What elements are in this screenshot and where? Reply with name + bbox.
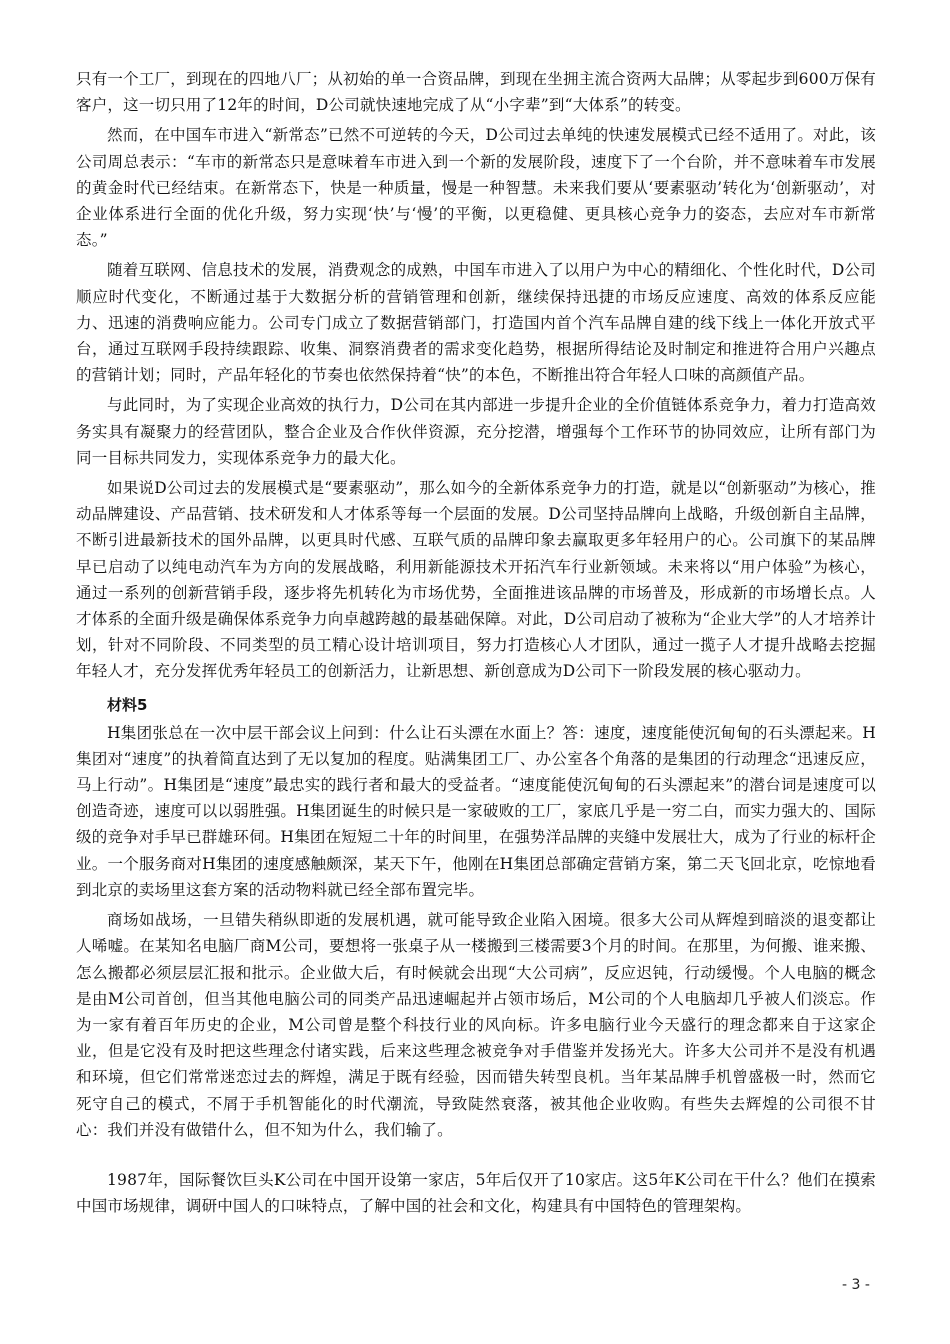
paragraph-continuation: 只有一个工厂，到现在的四地八厂；从初始的单一合资品牌，到现在坐拥主流合资两大品牌；从零起步到600万保有客户，这一切只用了12年的时间，D公司就快速地完成了从“小字辈”到“大体系”的转变。	[76, 70, 876, 115]
paragraph-k-company: 1987年，国际餐饮巨头K公司在中国开设第一家店，5年后仅开了10家店。这5年K公司在干什么？他们在摸索中国市场规律，调研中国人的口味特点，了解中国的社会和文化，构建具有中国特色的管理架构。	[76, 1170, 876, 1216]
page-number: - 3 -	[842, 1277, 870, 1293]
paragraph-innovation-driven: 如果说D公司过去的发展模式是“要素驱动”，那么如今的全新体系竞争力的打造，就是以“创新驱动”为核心，推动品牌建设、产品营销、技术研发和人才体系等每一个层面的发展。D公司坚持品牌向上战略，升级创新自主品牌，不断引进最新技术的国外品牌，以更具时代感、互联气质的品牌印象去赢取更多年轻用户的心。公司旗下的某品牌早已启动了以纯电动汽车为方向的发展战略，利用新能源技术开拓汽车行业新领域。未来将以“用户体验”为核心，通过一系列的创新营销手段，逐步将先机转化为市场优势，全面推进该品牌的市场普及，形成新的市场增长点。人才体系的全面升级是确保体系竞争力向卓越跨越的最基础保障。对此，D公司启动了被称为“企业大学”的人才培养计划，针对不同阶段、不同类型的员工精心设计培训项目，努力打造核心人才团队，通过一揽子人才提升战略去挖掘年轻人才，充分发挥优秀年轻员工的创新活力，让新思想、新创意成为D公司下一阶段发展的核心驱动力。	[76, 479, 876, 681]
paragraph-new-normal: 然而，在中国车市进入“新常态”已然不可逆转的今天，D公司过去单纯的快速发展模式已经不适用了。对此，该公司周总表示：“车市的新常态只是意味着车市进入到一个新的发展阶段，速度下了一个台阶，并不意味着车市发展的黄金时代已经结束。在新常态下，快是一种质量，慢是一种智慧。未来我们要从‘要素驱动’转化为‘创新驱动’，对企业体系进行全面的优化升级，努力实现‘快’与‘慢’的平衡，以更稳健、更具核心竞争力的姿态，去应对车市新常态。”	[76, 126, 876, 250]
paragraph-internet-marketing: 随着互联网、信息技术的发展，消费观念的成熟，中国车市进入了以用户为中心的精细化、个性化时代，D公司顺应时代变化，不断通过基于大数据分析的营销管理和创新，继续保持迅捷的市场反应速度、高效的体系反应能力、迅速的消费响应能力。公司专门成立了数据营销部门，打造国内首个汽车品牌自建的线下线上一体化开放式平台，通过互联网手段持续跟踪、收集、洞察消费者的需求变化趋势，根据所得结论及时制定和推进符合用户兴趣点的营销计划；同时，产品年轻化的节奏也依然保持着“快”的本色，不断推出符合年轻人口味的高颜值产品。	[76, 261, 876, 385]
paragraph-big-company-disease: 商场如战场，一旦错失稍纵即逝的发展机遇，就可能导致企业陷入困境。很多大公司从辉煌到暗淡的退变都让人唏嘘。在某知名电脑厂商M公司，要想将一张桌子从一楼搬到三楼需要3个月的时间。在那里，为何搬、谁来搬、怎么搬都必须层层汇报和批示。企业做大后，有时候就会出现“大公司病”，反应迟钝，行动缓慢。个人电脑的概念是由M公司首创，但当其他电脑公司的同类产品迅速崛起并占领市场后，M公司的个人电脑却几乎被人们淡忘。作为一家有着百年历史的企业，M公司曾是整个科技行业的风向标。许多电脑行业今天盛行的理念都来自于这家企业，但是它没有及时把这些理念付诸实践，后来这些理念被竞争对手借鉴并发扬光大。许多大公司并不是没有机遇和环境，但它们常常迷恋过去的辉煌，满足于既有经验，因而错失转型良机。当年某品牌手机曾盛极一时，然而它死守自己的模式，不屑于手机智能化的时代潮流，导致陡然衰落，被其他企业收购。有些失去辉煌的公司很不甘心：我们并没有做错什么，但不知为什么，我们输了。	[76, 911, 876, 1139]
section-title-material-5: 材料5	[107, 695, 148, 714]
paragraph-execution: 与此同时，为了实现企业高效的执行力，D公司在其内部进一步提升企业的全价值链体系竞争力，着力打造高效务实具有凝聚力的经营团队，整合企业及合作伙伴资源，充分挖潜，增强每个工作环节的协同效应，让所有部门为同一目标共同发力，实现体系竞争力的最大化。	[76, 396, 876, 467]
document-page	[76, 66, 876, 1219]
paragraph-h-group-speed: H集团张总在一次中层干部会议上问到：什么让石头漂在水面上？答：速度，速度能使沉甸甸的石头漂起来。H集团对“速度”的执着简直达到了无以复加的程度。贴满集团工厂、办公室各个角落的是集团的行动理念“迅速反应，马上行动”。H集团是“速度”最忠实的践行者和最大的受益者。“速度能使沉甸甸的石头漂起来”的潜台词是速度可以创造奇迹，速度可以以弱胜强。H集团诞生的时候只是一家破败的工厂，家底几乎是一穷二白，而实力强大的、国际级的竞争对手早已群雄环伺。H集团在短短二十年的时间里，在强势洋品牌的夹缝中发展壮大，成为了行业的标杆企业。一个服务商对H集团的速度感触颇深，某天下午，他刚在H集团总部确定营销方案，第二天飞回北京，吃惊地看到北京的卖场里这套方案的活动物料就已经全部布置完毕。	[76, 723, 876, 899]
